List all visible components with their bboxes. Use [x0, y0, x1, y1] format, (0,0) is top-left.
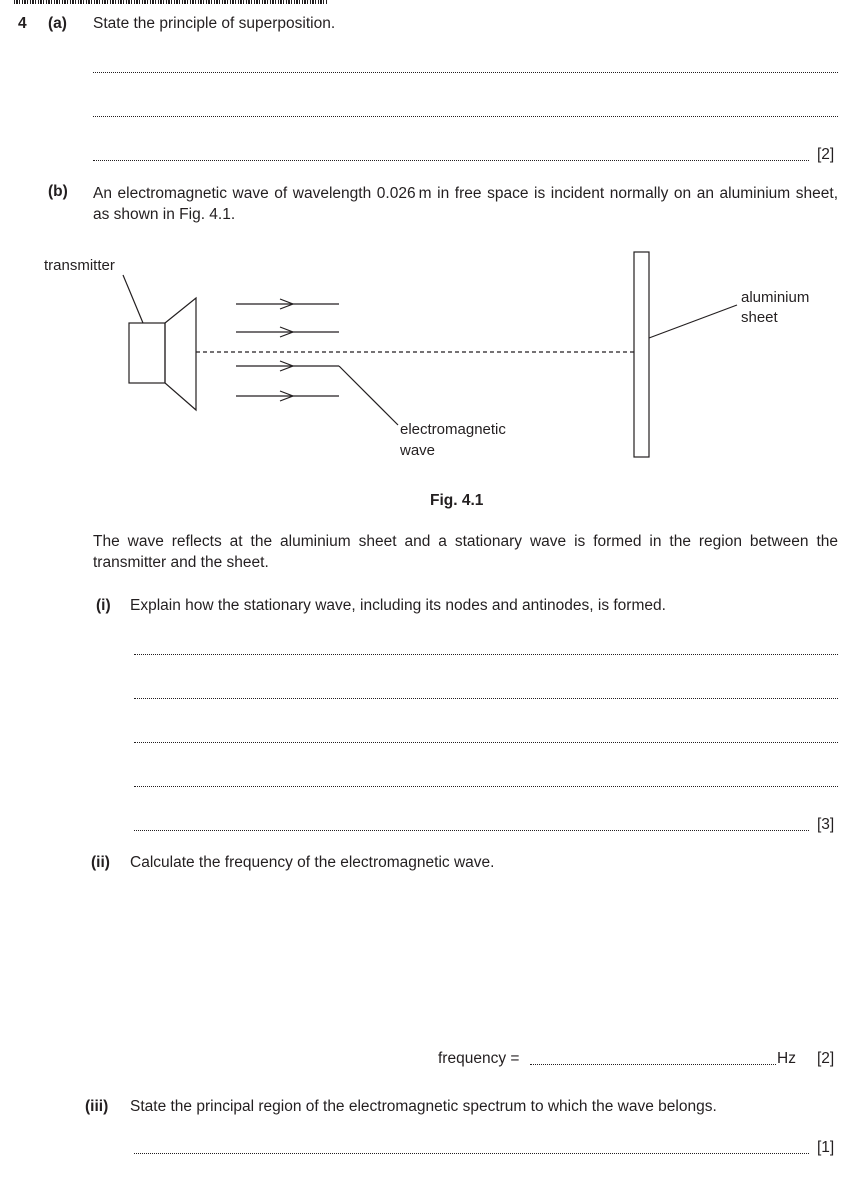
marks-a: [2]: [817, 146, 835, 163]
wave-leader: [339, 366, 398, 425]
sub-i-text: Explain how the stationary wave, including its nodes and antinodes, is formed.: [130, 597, 666, 614]
sub-iii-label: (iii): [85, 1098, 109, 1115]
answer-line[interactable]: [134, 742, 838, 743]
label-aluminium: aluminium: [741, 289, 810, 306]
frequency-prefix: frequency =: [438, 1050, 520, 1067]
marks-ii: [2]: [817, 1050, 835, 1067]
marks-i: [3]: [817, 816, 835, 833]
answer-line[interactable]: [93, 72, 838, 73]
part-a-label: (a): [48, 15, 67, 32]
answer-line[interactable]: [134, 654, 838, 655]
answer-line[interactable]: [134, 698, 838, 699]
wave-arrows: [236, 299, 339, 401]
label-transmitter: transmitter: [44, 257, 115, 274]
label-electromagnetic: electromagnetic: [400, 421, 506, 438]
transmitter-leader: [123, 275, 143, 323]
sub-iii-text: State the principal region of the electromagnetic spectrum to which the wave belongs.: [130, 1098, 717, 1115]
part-b-label: (b): [48, 183, 68, 200]
answer-line[interactable]: [134, 830, 809, 831]
barcode: [14, 0, 328, 4]
label-wave: wave: [400, 442, 436, 459]
answer-line[interactable]: [134, 786, 838, 787]
frequency-unit: Hz: [777, 1050, 796, 1067]
part-b-intro: An electromagnetic wave of wavelength 0.026 m in free space is incident normally on an aluminium sheet, as shown in Fig. 4.1.: [93, 185, 838, 223]
part-b-statement: The wave reflects at the aluminium sheet and a stationary wave is formed in the region between the transmitter and the sheet.: [93, 533, 838, 571]
sub-i-label: (i): [96, 597, 111, 614]
figure-caption: Fig. 4.1: [430, 492, 484, 509]
question-number: 4: [18, 15, 27, 32]
part-a-text: State the principle of superposition.: [93, 15, 336, 32]
sub-ii-label: (ii): [91, 854, 110, 871]
transmitter-horn: [165, 298, 196, 410]
transmitter-box: [129, 323, 165, 383]
answer-line[interactable]: [134, 1153, 809, 1154]
frequency-answer-line[interactable]: [530, 1064, 776, 1065]
answer-line[interactable]: [93, 160, 809, 161]
marks-iii: [1]: [817, 1139, 835, 1156]
aluminium-sheet: [634, 252, 649, 457]
answer-line[interactable]: [93, 116, 838, 117]
label-sheet: sheet: [741, 309, 778, 326]
sheet-leader: [649, 305, 737, 338]
sub-ii-text: Calculate the frequency of the electromagnetic wave.: [130, 854, 495, 871]
